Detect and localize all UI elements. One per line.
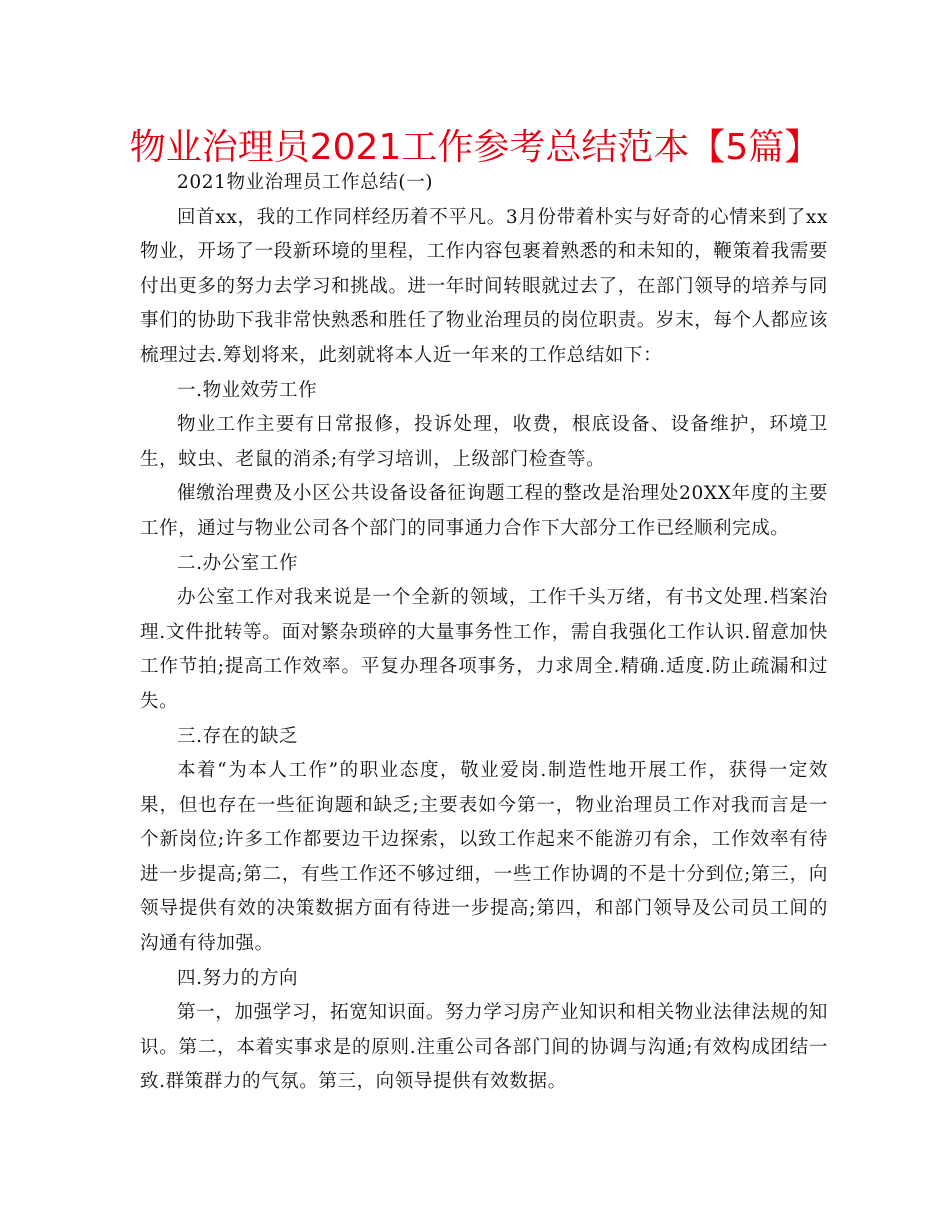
section-heading: 三.存在的缺乏 bbox=[177, 725, 299, 747]
document-body bbox=[140, 166, 828, 1100]
document-title: 物业治理员2021工作参考总结范本【5篇】 bbox=[129, 127, 821, 168]
paragraph: 回首xx，我的工作同样经历着不平凡。3月份带着朴实与好奇的心情来到了xx物业，开场了一段新环境的里程，工作内容包裹着熟悉的和未知的，鞭策着我需要付出更多的努力去学习和挑战。进一年时间转眼就过去了，在部门领导的培养与同事们的协助下我非常快熟悉和胜任了物业治理员的岗位职责。岁末，每个人都应该梳理过去.筹划将来，此刻就将本人近一年来的工作总结如下： bbox=[140, 206, 828, 366]
paragraph: 本着“为本人工作”的职业态度，敬业爱岗.制造性地开展工作，获得一定效果，但也存在一些征询题和缺乏;主要表如今第一，物业治理员工作对我而言是一个新岗位;许多工作都要边干边探索，以致工作起来不能游刃有余，工作效率有待进一步提高;第二，有些工作还不够过细，一些工作协调的不是十分到位;第三，向领导提供有效的决策数据方面有待进一步提高;第四，和部门领导及公司员工间的沟通有待加强。 bbox=[140, 760, 828, 955]
section-heading: 二.办公室工作 bbox=[177, 552, 299, 574]
document-subtitle: 2021物业治理员工作总结(一) bbox=[177, 172, 434, 193]
section-heading: 四.努力的方向 bbox=[177, 967, 299, 989]
section-heading: 一.物业效劳工作 bbox=[177, 379, 318, 401]
paragraph: 催缴治理费及小区公共设备设备征询题工程的整改是治理处20XX年度的主要工作，通过与物业公司各个部门的同事通力合作下大部分工作已经顺利完成。 bbox=[140, 483, 828, 539]
paragraph: 办公室工作对我来说是一个全新的领域，工作千头万绪，有书文处理.档案治理.文件批转等。面对繁杂琐碎的大量事务性工作，需自我强化工作认识.留意加快工作节拍;提高工作效率。平复办理各项事务，力求周全.精确.适度.防止疏漏和过失。 bbox=[140, 587, 828, 712]
paragraph: 物业工作主要有日常报修，投诉处理，收费，根底设备、设备维护，环境卫生，蚊虫、老鼠的消杀;有学习培训，上级部门检查等。 bbox=[140, 414, 828, 470]
paragraph: 第一，加强学习，拓宽知识面。努力学习房产业知识和相关物业法律法规的知识。第二，本着实事求是的原则.注重公司各部门间的协调与沟通;有效构成团结一致.群策群力的气氛。第三，向领导提供有效数据。 bbox=[140, 1002, 828, 1093]
